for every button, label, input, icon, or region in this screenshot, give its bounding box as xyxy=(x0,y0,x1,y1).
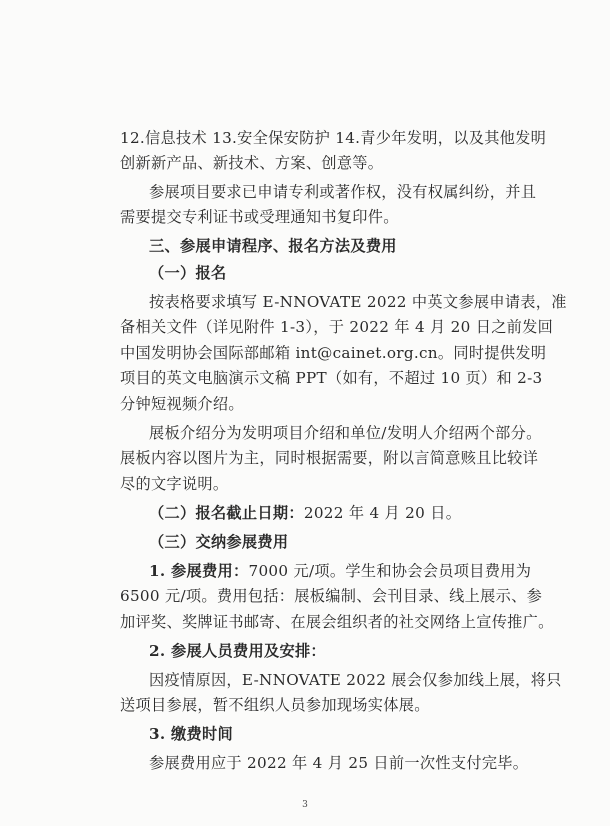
deadline-line xyxy=(149,503,461,523)
subsection-heading: （一）报名 xyxy=(149,264,227,282)
text-line: 因疫情原因，E-NNOVATE 2022 展会仅参加线上展，将只 xyxy=(149,671,562,689)
subsection-heading: （三）交纳参展费用 xyxy=(149,533,289,551)
fee-value: 7000 元/项。学生和协会会员项目费用为 xyxy=(248,562,532,580)
text-line: 中国发明协会国际部邮箱 int@cainet.org.cn。同时提供发明 xyxy=(120,344,547,362)
text-line: 按表格要求填写 E-NNOVATE 2022 中英文参展申请表，准 xyxy=(149,293,567,311)
text-line: 参展项目要求已申请专利或著作权，没有权属纠纷，并且 xyxy=(149,183,537,201)
fee-label: 1. 参展费用： xyxy=(149,562,249,580)
text-line: 分钟短视频介绍。 xyxy=(120,395,244,413)
section-heading: 三、参展申请程序、报名方法及费用 xyxy=(149,237,397,255)
text-line: 参展费用应于 2022 年 4 月 25 日前一次性支付完毕。 xyxy=(149,754,529,772)
text-line: 项目的英文电脑演示文稿 PPT（如有，不超过 10 页）和 2-3 xyxy=(120,369,543,387)
text-line: 12.信息技术 13.安全保安防护 14.青少年发明，以及其他发明 xyxy=(120,129,547,147)
subsection-heading: 2. 参展人员费用及安排： xyxy=(149,642,326,660)
deadline-label: （二）报名截止日期： xyxy=(149,504,304,522)
subsection-heading: 3. 缴费时间 xyxy=(149,725,233,743)
text-line: 加评奖、奖牌证书邮寄、在展会组织者的社交网络上宣传推广。 xyxy=(120,613,554,631)
text-line: 创新新产品、新技术、方案、创意等。 xyxy=(120,154,384,172)
text-line: 送项目参展，暂不组织人员参加现场实体展。 xyxy=(120,696,430,714)
text-line: 备相关文件（详见附件 1-3），于 2022 年 4 月 20 日之前发回 xyxy=(120,318,554,336)
text-line: 尽的文字说明。 xyxy=(120,475,229,493)
deadline-value: 2022 年 4 月 20 日。 xyxy=(303,504,462,522)
page-number: 3 xyxy=(302,800,308,810)
text-line: 6500 元/项。费用包括：展板编制、会刊目录、线上展示、参 xyxy=(120,587,543,605)
text-line: 需要提交专利证书或受理通知书复印件。 xyxy=(120,208,399,226)
fee-line xyxy=(149,561,531,581)
text-line: 展板内容以图片为主，同时根据需要，附以言简意赅且比较详 xyxy=(120,449,539,467)
text-line: 展板介绍分为发明项目介绍和单位/发明人介绍两个部分。 xyxy=(149,424,542,442)
